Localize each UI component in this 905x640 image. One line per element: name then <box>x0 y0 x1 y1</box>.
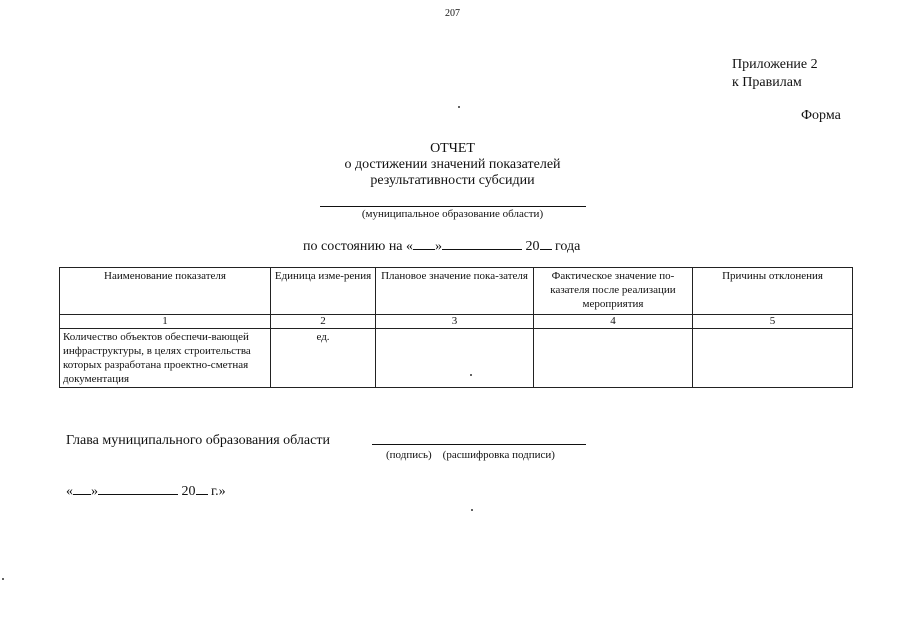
scan-speck <box>470 374 472 376</box>
date-month-blank <box>98 482 178 495</box>
as-of-suffix: года <box>555 239 581 254</box>
municipality-fill-line <box>320 206 586 207</box>
as-of-mid: » <box>435 239 443 254</box>
title-line-3: результативности субсидии <box>370 173 535 188</box>
as-of-year-prefix: 20 <box>525 239 540 254</box>
form-label: Форма <box>801 108 841 123</box>
column-number: 1 <box>60 315 271 329</box>
date-suffix: г.» <box>211 484 226 499</box>
as-of-prefix: по состоянию на « <box>303 239 414 254</box>
header-indicator: Наименование показателя <box>60 268 271 315</box>
year-blank <box>540 237 552 250</box>
appendix-line-1: Приложение 2 <box>732 57 818 72</box>
signing-date <box>66 482 226 500</box>
date-year-blank <box>196 482 208 495</box>
signature-captions <box>386 449 555 461</box>
cell-indicator: Количество объектов обеспечи-вающей инфраструктуры, в целях строительства которых разработана проектно-сметная документация <box>60 329 271 388</box>
cell-reasons <box>693 329 853 388</box>
scan-speck <box>471 509 473 511</box>
caption-decode: (расшифровка подписи) <box>442 449 555 461</box>
title-main: ОТЧЕТ <box>430 141 475 156</box>
cell-planned <box>376 329 534 388</box>
scan-speck <box>2 578 4 580</box>
report-table <box>59 267 853 388</box>
month-blank <box>442 237 522 250</box>
date-open: « <box>66 484 73 499</box>
column-number: 2 <box>271 315 376 329</box>
header-planned: Плановое значение пока-зателя <box>376 268 534 315</box>
title-line-2: о достижении значений показателей <box>344 157 561 172</box>
page-number: 207 <box>445 8 460 19</box>
header-reasons: Причины отклонения <box>693 268 853 315</box>
as-of-date <box>303 237 580 255</box>
table-row <box>60 329 853 388</box>
appendix-line-2: к Правилам <box>732 75 802 90</box>
cell-actual <box>534 329 693 388</box>
signature-fill-line <box>372 444 586 445</box>
scan-speck <box>458 106 460 108</box>
column-number-row <box>60 315 853 329</box>
report-title <box>0 141 905 189</box>
date-mid: » <box>91 484 98 499</box>
header-unit: Единица изме-рения <box>271 268 376 315</box>
cell-unit: ед. <box>271 329 376 388</box>
signature-label: Глава муниципального образования области <box>66 433 330 448</box>
column-number: 4 <box>534 315 693 329</box>
appendix-note <box>732 56 818 92</box>
date-year-prefix: 20 <box>181 484 196 499</box>
municipality-caption: (муниципальное образование области) <box>361 208 544 220</box>
day-blank <box>413 237 435 250</box>
caption-signature: (подпись) <box>386 449 432 461</box>
header-actual: Фактическое значение по-казателя после реализации мероприятия <box>534 268 693 315</box>
column-number: 3 <box>376 315 534 329</box>
column-number: 5 <box>693 315 853 329</box>
table-header-row <box>60 268 853 315</box>
date-day-blank <box>73 482 91 495</box>
